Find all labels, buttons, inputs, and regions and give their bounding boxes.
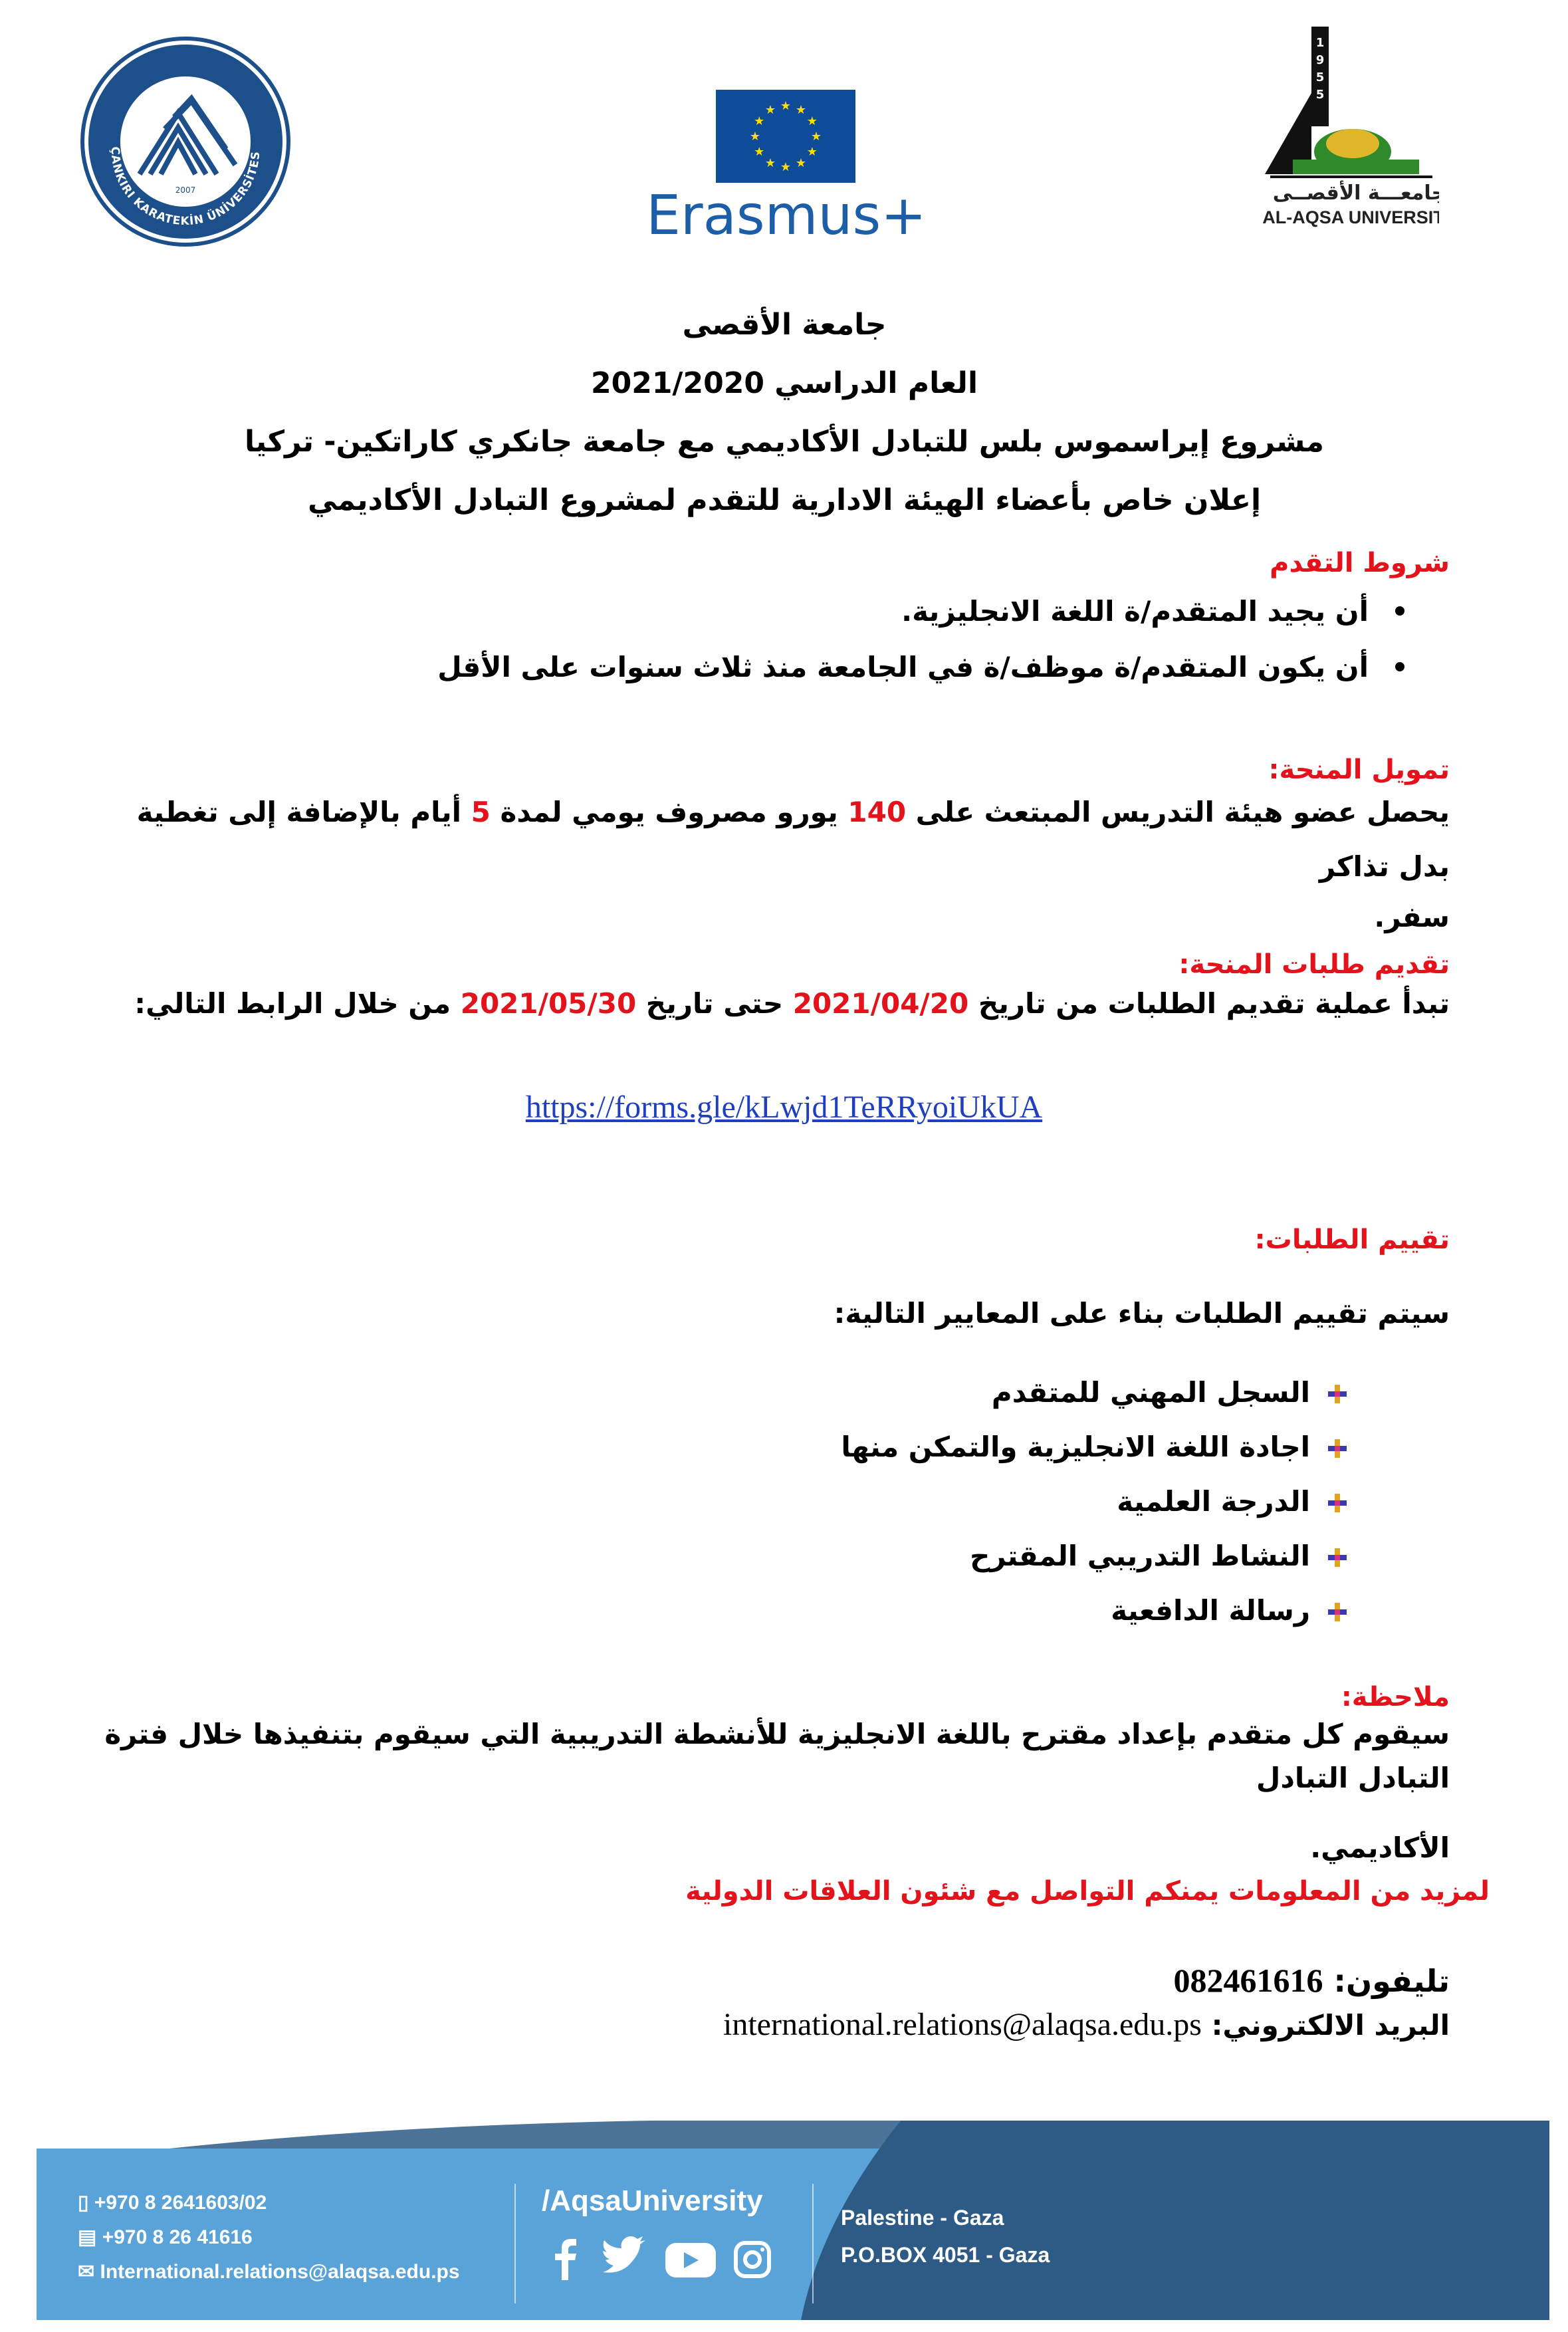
funding-text-part: يحصل عضو هيئة التدريس المبتعث على <box>906 796 1450 828</box>
mobile-icon: ▯ <box>78 2192 94 2214</box>
footer-phone: +970 8 2641603/02 <box>94 2192 267 2214</box>
list-item <box>120 1529 1357 1583</box>
year-digit: 9 <box>1315 53 1325 67</box>
aqsa-name-ar: جامعـــة الأقصــى <box>1272 181 1439 205</box>
note-text-line1: سيقوم كل متقدم بإعداد مقترح باللغة الانجليزية للأنشطة التدريبية التي سيقوم بتنفيذها خلال فترة التبادل التبادل <box>104 1718 1450 1794</box>
applications-text-part: تبدأ عملية تقديم الطلبات من تاريخ <box>968 987 1450 1020</box>
project-title: مشروع إيراسموس بلس للتبادل الأكاديمي مع جامعة جانكري كاراتكين- تركيا <box>245 425 1324 459</box>
list-item <box>120 1420 1357 1474</box>
footer-fax: +970 8 26 41616 <box>102 2226 253 2248</box>
conditions-section <box>120 548 1450 695</box>
applications-text-part: من خلال الرابط التالي: <box>134 987 461 1020</box>
bullet-icon <box>1395 662 1404 671</box>
bullet-icon <box>1395 606 1404 616</box>
email-label: البريد الالكتروني: <box>1201 2009 1450 2041</box>
phone-label: تليفون: <box>1323 1963 1450 1999</box>
cku-name: ÇANKIRI KARATEKİN ÜNİVERSİTES <box>108 146 263 229</box>
eu-star-icon: ★ <box>780 99 792 113</box>
list-item <box>120 1583 1357 1638</box>
youtube-icon[interactable] <box>665 2243 716 2277</box>
mail-icon: ✉ <box>78 2261 100 2283</box>
plus-bullet-icon <box>1326 1437 1349 1460</box>
application-form-link[interactable]: https://forms.gle/kLwjd1TeRRyoiUkUA <box>525 1090 1043 1125</box>
note-heading: ملاحظة: <box>1341 1682 1450 1712</box>
evaluation-intro: سيتم تقييم الطلبات بناء على المعايير التالية: <box>834 1297 1450 1330</box>
funding-text <box>78 785 1450 894</box>
plus-bullet-icon <box>1326 1546 1349 1569</box>
start-date: 2021/04/20 <box>792 987 969 1020</box>
list-item <box>120 1474 1357 1529</box>
footer-email[interactable]: International.relations@alaqsa.edu.ps <box>100 2261 460 2283</box>
footer-phone-row <box>78 2186 460 2220</box>
eu-star-icon: ★ <box>764 103 776 118</box>
applications-text-part: حتى تاريخ <box>636 987 793 1020</box>
funding-amount: 140 <box>847 796 907 828</box>
criteria-list <box>120 1365 1357 1638</box>
phone-number: 082461616 <box>1173 1962 1323 1999</box>
eu-star-icon: ★ <box>780 160 792 174</box>
facebook-icon[interactable] <box>555 2239 576 2280</box>
funding-text-part: أيام بالإضافة إلى تغطية بدل تذاكر <box>136 796 1450 883</box>
funding-text-part: يورو مصروف يومي لمدة <box>490 796 848 828</box>
plus-bullet-icon <box>1326 1492 1349 1514</box>
social-icons <box>542 2234 794 2287</box>
eu-star-icon: ★ <box>795 103 807 118</box>
announcement-title <box>199 296 1369 530</box>
criterion-text: الدرجة العلمية <box>1117 1485 1310 1518</box>
cku-year: 2007 <box>175 185 196 195</box>
cankiri-university-logo <box>78 35 292 249</box>
erasmus-plus-logo <box>635 80 941 246</box>
applications-text <box>78 980 1450 1028</box>
condition-text: أن يجيد المتقدم/ة اللغة الانجليزية. <box>901 595 1369 628</box>
evaluation-heading: تقييم الطلبات: <box>1254 1224 1450 1255</box>
application-link-row <box>0 1089 1568 1125</box>
eu-star-icon: ★ <box>754 114 765 128</box>
email-address[interactable]: international.relations@alaqsa.edu.ps <box>723 2007 1202 2042</box>
funding-text-line2: سفر. <box>1374 901 1450 933</box>
list-item <box>120 1365 1357 1420</box>
footer-contacts <box>78 2186 460 2289</box>
criterion-text: رسالة الدافعية <box>1111 1594 1310 1627</box>
footer-email-row <box>78 2255 460 2289</box>
erasmus-text: Erasmus+ <box>646 184 927 246</box>
announcement-subtitle: إعلان خاص بأعضاء الهيئة الادارية للتقدم لمشروع التبادل الأكاديمي <box>307 483 1262 517</box>
evaluation-section <box>120 1224 1450 1638</box>
plus-bullet-icon <box>1326 1601 1349 1623</box>
year-digit: 5 <box>1315 88 1325 102</box>
list-item <box>120 584 1410 640</box>
footer-pobox: P.O.BOX 4051 - Gaza <box>841 2243 1050 2267</box>
end-date: 2021/05/30 <box>460 987 637 1020</box>
criterion-text: السجل المهني للمتقدم <box>991 1376 1310 1409</box>
instagram-icon[interactable] <box>736 2243 769 2276</box>
social-handle: /AqsaUniversity <box>542 2184 763 2217</box>
academic-year: العام الدراسي 2021/2020 <box>590 366 978 400</box>
note-section <box>78 1682 1450 1876</box>
university-name: جامعة الأقصى <box>682 308 887 342</box>
year-digit: 5 <box>1315 70 1325 84</box>
more-info-text: لمزيد من المعلومات يمنكم التواصل مع شئون العلاقات الدولية <box>685 1876 1490 1907</box>
eu-star-icon: ★ <box>810 130 822 144</box>
al-aqsa-university-logo <box>1213 20 1439 233</box>
list-item <box>120 640 1410 695</box>
applications-heading: تقديم طلبات المنحة: <box>1178 949 1450 980</box>
footer-fax-row <box>78 2220 460 2255</box>
plus-bullet-icon <box>1326 1383 1349 1405</box>
email-line <box>120 2006 1450 2043</box>
eu-star-icon: ★ <box>754 145 765 159</box>
twitter-icon[interactable] <box>603 2236 645 2273</box>
eu-star-icon: ★ <box>795 156 807 170</box>
footer-address <box>841 2199 1050 2274</box>
phone-line <box>120 1961 1450 2000</box>
eu-star-icon: ★ <box>806 145 818 159</box>
eu-star-icon: ★ <box>764 156 776 170</box>
funding-section <box>78 755 1450 941</box>
note-text-line2: الأكاديمي. <box>1310 1831 1450 1864</box>
aqsa-name-en: AL-AQSA UNIVERSITY <box>1262 207 1439 227</box>
eu-star-icon: ★ <box>749 130 761 144</box>
funding-days: 5 <box>471 796 491 828</box>
eu-star-icon: ★ <box>806 114 818 128</box>
conditions-heading: شروط التقدم <box>1270 548 1450 578</box>
applications-section <box>78 949 1450 1028</box>
condition-text: أن يكون المتقدم/ة موظف/ة في الجامعة منذ ثلاث سنوات على الأقل <box>437 651 1369 683</box>
criterion-text: اجادة اللغة الانجليزية والتمكن منها <box>841 1431 1310 1463</box>
footer-location: Palestine - Gaza <box>841 2206 1004 2230</box>
conditions-list <box>120 584 1410 695</box>
criterion-text: النشاط التدريبي المقترح <box>970 1540 1310 1572</box>
footer-banner <box>37 2121 1549 2320</box>
year-digit: 1 <box>1315 36 1325 50</box>
funding-heading: تمويل المنحة: <box>1268 755 1450 785</box>
fax-icon: ▤ <box>78 2226 102 2248</box>
